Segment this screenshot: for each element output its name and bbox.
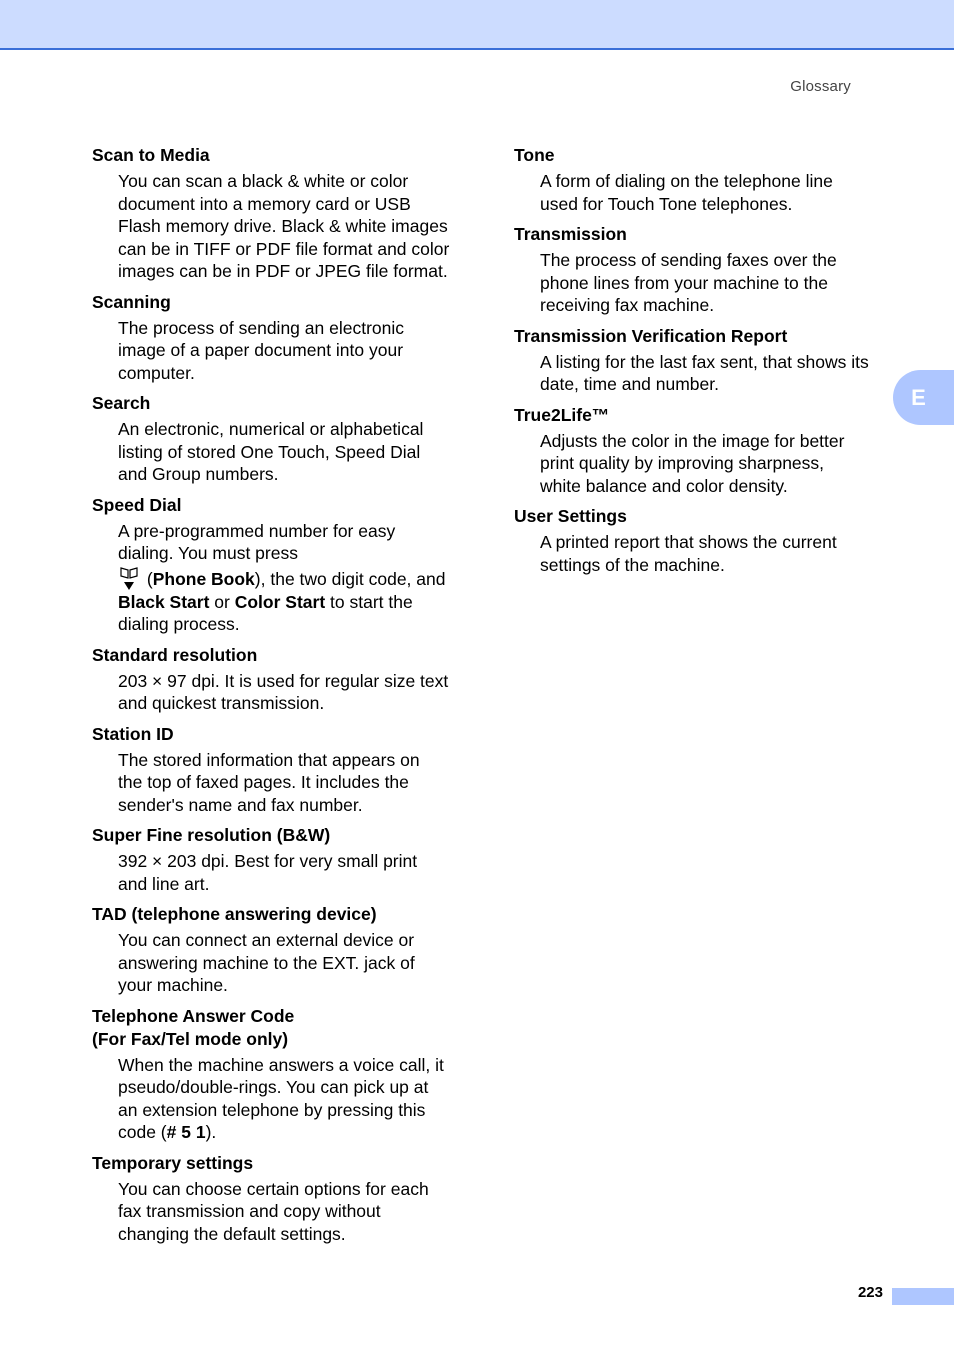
glossary-definition: 392 × 203 dpi. Best for very small print and line art.	[118, 851, 418, 894]
section-label: Glossary	[790, 78, 851, 95]
glossary-term: True2Life™	[514, 404, 610, 425]
page-number: 223	[857, 1284, 883, 1301]
glossary-definition: You can scan a black & white or color document into a memory card or USB Flash memory drive. Black & white images can be in TIFF or PDF file format and color images can be in PDF or JPEG file format.	[118, 171, 450, 281]
glossary-term: Scanning	[92, 291, 171, 312]
color-start-key-label: Color Start	[234, 591, 326, 612]
glossary-entry-temporary-settings	[92, 1152, 467, 1246]
phone-book-icon	[118, 565, 140, 591]
black-start-key-label: Black Start	[118, 591, 210, 612]
definition-text: (	[142, 568, 153, 589]
glossary-entry-scanning	[92, 291, 467, 385]
glossary-term: Scan to Media	[92, 145, 210, 165]
glossary-definition: You can choose certain options for each fax transmission and copy without changing the default settings.	[118, 1178, 429, 1244]
glossary-term: Standard resolution	[92, 644, 258, 665]
glossary-entry-true2life	[514, 404, 894, 498]
glossary-entry-station-id	[92, 723, 467, 817]
glossary-entry-scan-to-media	[92, 144, 467, 283]
glossary-entry-tad	[92, 903, 467, 997]
definition-text: to start the dialing process.	[118, 591, 413, 634]
phone-book-key-label: Phone Book	[152, 568, 255, 589]
glossary-definition: The process of sending faxes over the phone lines from your machine to the receiving fax machine.	[540, 250, 837, 315]
glossary-entry-search	[92, 392, 467, 486]
glossary-term: Transmission Verification Report	[514, 325, 788, 346]
definition-text: ), the two digit code, and	[254, 568, 446, 589]
glossary-definition: A listing for the last fax sent, that shows its date, time and number.	[540, 351, 869, 394]
glossary-term: TAD (telephone answering device)	[92, 904, 377, 924]
glossary-entry-telephone-answer-code	[92, 1005, 467, 1144]
glossary-entry-standard-resolution	[92, 644, 467, 715]
glossary-term: Telephone Answer Code (For Fax/Tel mode only)	[92, 1005, 295, 1049]
glossary-definition: You can connect an external device or answering machine to the EXT. jack of your machine.	[118, 930, 415, 995]
glossary-term: Super Fine resolution (B&W)	[92, 825, 331, 845]
glossary-column-left	[92, 144, 467, 1253]
phone-book-line	[118, 569, 445, 589]
glossary-definition	[92, 520, 467, 636]
definition-text: ).	[205, 1122, 217, 1142]
chapter-tab: E	[893, 370, 954, 425]
glossary-entry-user-settings	[514, 505, 894, 576]
glossary-term: Station ID	[92, 723, 174, 744]
answer-code: # 5 1	[166, 1122, 206, 1142]
glossary-column-right	[514, 144, 894, 584]
glossary-entry-transmission	[514, 223, 894, 317]
glossary-term: Tone	[514, 145, 555, 165]
glossary-definition: An electronic, numerical or alphabetical listing of stored One Touch, Speed Dial and Group numbers.	[118, 419, 424, 484]
glossary-definition: 203 × 97 dpi. It is used for regular size text and quickest transmission.	[118, 670, 449, 713]
glossary-definition: A form of dialing on the telephone line used for Touch Tone telephones.	[540, 171, 833, 214]
glossary-entry-transmission-verification-report	[514, 325, 894, 396]
glossary-term: Temporary settings	[92, 1152, 254, 1173]
glossary-definition	[92, 1054, 467, 1144]
glossary-definition: A printed report that shows the current settings of the machine.	[540, 532, 837, 575]
header-band	[0, 0, 954, 50]
glossary-definition: Adjusts the color in the image for better print quality by improving sharpness, white balance and color density.	[540, 430, 845, 496]
definition-text: A pre-programmed number for easy dialing. You must press	[118, 520, 396, 563]
glossary-term: Transmission	[514, 224, 627, 244]
page-number-bar	[892, 1288, 954, 1305]
glossary-entry-speed-dial	[92, 494, 467, 636]
glossary-entry-super-fine-resolution	[92, 824, 467, 895]
glossary-definition: The stored information that appears on the top of faxed pages. It includes the sender's name and fax number.	[118, 749, 420, 815]
glossary-term: Speed Dial	[92, 494, 182, 515]
definition-text: When the machine answers a voice call, it pseudo/double-rings. You can pick up at an extension telephone by pressing this code (	[118, 1054, 444, 1142]
glossary-term: Search	[92, 393, 151, 413]
glossary-term: User Settings	[514, 506, 627, 526]
glossary-definition: The process of sending an electronic image of a paper document into your computer.	[118, 317, 404, 383]
glossary-entry-tone	[514, 144, 894, 215]
definition-text: or	[209, 591, 235, 612]
